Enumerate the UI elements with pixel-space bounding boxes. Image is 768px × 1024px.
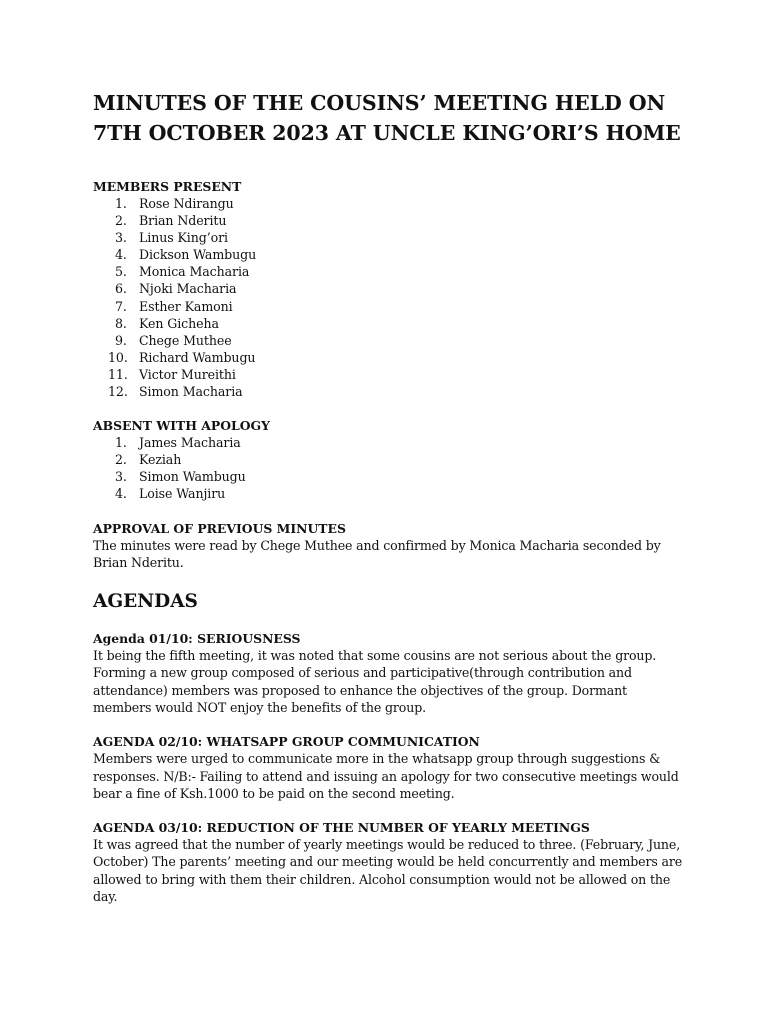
agenda-item xyxy=(93,819,683,905)
list-item: 3. Linus King’ori xyxy=(115,230,228,246)
member-name: Monica Macharia xyxy=(139,264,250,280)
agendas-heading: AGENDAS xyxy=(93,591,198,613)
list-item: 4. Dickson Wambugu xyxy=(115,247,257,263)
agenda-heading: AGENDA 03/10: REDUCTION OF THE NUMBER OF YEARLY MEETINGS xyxy=(93,820,590,836)
absent-section xyxy=(93,417,683,502)
list-item: 12. Simon Macharia xyxy=(108,384,243,400)
members-present-heading: MEMBERS PRESENT xyxy=(93,179,242,194)
member-name: Simon Wambugu xyxy=(139,469,246,485)
approval-text: The minutes were read by Chege Muthee and confirmed by Monica Macharia seconded by Brian Nderitu. xyxy=(93,537,661,570)
member-name: Simon Macharia xyxy=(139,384,243,400)
list-item: 2. Brian Nderitu xyxy=(115,213,227,229)
agenda-text: It being the fifth meeting, it was noted that some cousins are not serious about the group. Forming a new group composed of serious and participative(through contribution and attendance) members was proposed to enhance the objectives of the group. Dormant members would NOT enjoy the benefits of the group. xyxy=(93,648,657,715)
document-title: MINUTES OF THE COUSINS’ MEETING HELD ON 7TH OCTOBER 2023 AT UNCLE KING’ORI’S HOME xyxy=(93,91,681,145)
list-item: 9. Chege Muthee xyxy=(115,332,232,348)
member-name: Brian Nderitu xyxy=(139,213,227,229)
absent-heading: ABSENT WITH APOLOGY xyxy=(93,418,270,434)
list-item: 4. Loise Wanjiru xyxy=(115,486,226,502)
approval-heading: APPROVAL OF PREVIOUS MINUTES xyxy=(93,520,346,536)
member-name: Dickson Wambugu xyxy=(139,247,257,263)
members-present-section xyxy=(93,178,683,400)
agenda-item xyxy=(93,630,683,716)
member-name: Victor Mureithi xyxy=(139,366,236,382)
list-item: 3. Simon Wambugu xyxy=(115,469,246,485)
list-item: 8. Ken Gicheha xyxy=(115,315,219,331)
list-item: 1. Rose Ndirangu xyxy=(115,196,234,211)
member-name: Ken Gicheha xyxy=(139,315,219,331)
member-name: Keziah xyxy=(139,452,182,468)
list-item: 7. Esther Kamoni xyxy=(115,298,233,314)
list-item: 1. James Macharia xyxy=(115,435,241,451)
list-item: 5. Monica Macharia xyxy=(115,264,250,280)
member-name: Rose Ndirangu xyxy=(139,196,234,211)
absent-list xyxy=(93,434,683,502)
member-name: Njoki Macharia xyxy=(139,281,237,297)
approval-section xyxy=(93,520,683,572)
list-item: 10. Richard Wambugu xyxy=(108,349,256,365)
list-item: 2. Keziah xyxy=(115,452,182,468)
agenda-text: It was agreed that the number of yearly meetings would be reduced to three. (February, June, October) The parents’ meeting and our meeting would be held concurrently and members are allowed to bring with them their children. Alcohol consumption would not be allowed on the day. xyxy=(93,837,683,905)
member-name: Esther Kamoni xyxy=(139,298,233,314)
member-name: Loise Wanjiru xyxy=(139,486,226,502)
member-name: Chege Muthee xyxy=(139,332,232,348)
agenda-item xyxy=(93,733,683,802)
member-name: Richard Wambugu xyxy=(139,349,256,365)
member-name: Linus King’ori xyxy=(139,230,228,246)
agenda-heading: Agenda 01/10: SERIOUSNESS xyxy=(93,631,301,647)
agenda-heading: AGENDA 02/10: WHATSAPP GROUP COMMUNICATION xyxy=(93,734,480,750)
agenda-text: Members were urged to communicate more in the whatsapp group through suggestions & responses. N/B:- Failing to attend and issuing an apology for two consecutive meetings would bear a fine of Ksh.1000 to be paid on the second meeting. xyxy=(93,751,679,801)
list-item: 6. Njoki Macharia xyxy=(115,281,237,297)
list-item: 11. Victor Mureithi xyxy=(108,366,236,382)
document-page xyxy=(93,88,683,905)
member-name: James Macharia xyxy=(139,435,241,451)
members-present-list xyxy=(93,195,683,400)
